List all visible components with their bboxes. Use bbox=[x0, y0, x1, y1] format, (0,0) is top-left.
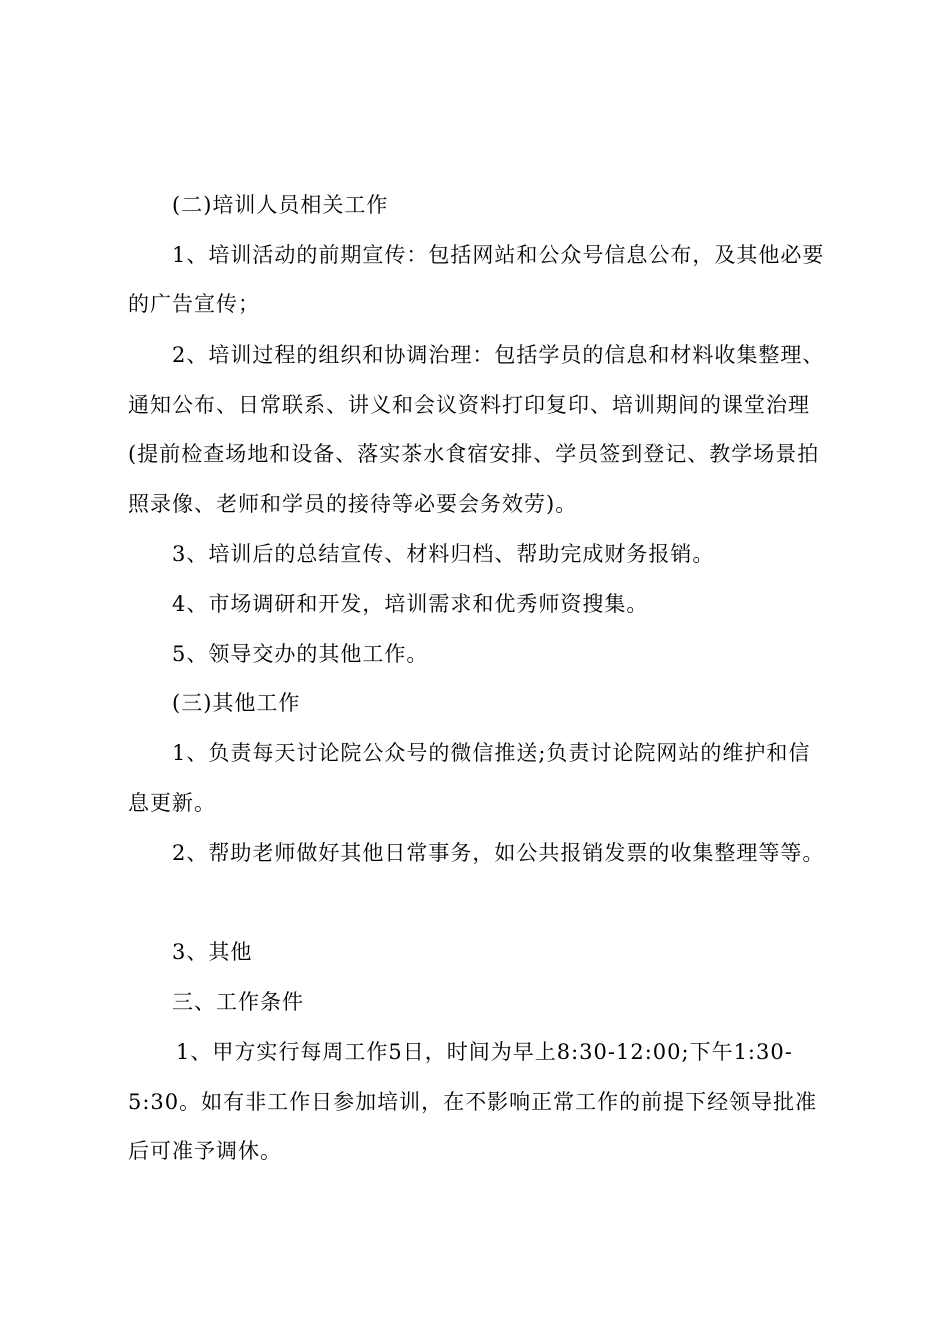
section-heading-work-conditions: 三、工作条件 bbox=[172, 990, 304, 1014]
paragraph-line: 息更新。 bbox=[128, 791, 216, 815]
section-heading-other-work: (三)其他工作 bbox=[172, 691, 301, 715]
paragraph-line: 后可准予调休。 bbox=[128, 1139, 282, 1163]
paragraph-line: 通知公布、日常联系、讲义和会议资料打印复印、培训期间的课堂治理 bbox=[128, 393, 810, 417]
paragraph-line: 3、培训后的总结宣传、材料归档、帮助完成财务报销。 bbox=[172, 542, 715, 566]
paragraph-line: 的广告宣传； bbox=[128, 292, 260, 316]
paragraph-line: 1、甲方实行每周工作5日，时间为早上8:30-12:00;下午1:30- bbox=[176, 1040, 793, 1064]
paragraph-line: 5、领导交办的其他工作。 bbox=[172, 642, 429, 666]
paragraph-line: 2、培训过程的组织和协调治理：包括学员的信息和材料收集整理、 bbox=[172, 343, 825, 367]
paragraph-line: (提前检查场地和设备、落实茶水食宿安排、学员签到登记、教学场景拍 bbox=[128, 442, 820, 466]
paragraph-line: 2、帮助老师做好其他日常事务，如公共报销发票的收集整理等等。 bbox=[172, 841, 825, 865]
paragraph-line: 1、负责每天讨论院公众号的微信推送;负责讨论院网站的维护和信 bbox=[172, 741, 811, 765]
paragraph-line: 照录像、老师和学员的接待等必要会务效劳)。 bbox=[128, 492, 578, 516]
paragraph-line: 1、培训活动的前期宣传：包括网站和公众号信息公布，及其他必要 bbox=[172, 243, 825, 267]
paragraph-line: 5:30。如有非工作日参加培训，在不影响正常工作的前提下经领导批准 bbox=[128, 1090, 818, 1114]
paragraph-line: 3、其他 bbox=[172, 940, 253, 964]
section-heading-training-staff: (二)培训人员相关工作 bbox=[172, 193, 389, 217]
paragraph-line: 4、市场调研和开发，培训需求和优秀师资搜集。 bbox=[172, 592, 649, 616]
